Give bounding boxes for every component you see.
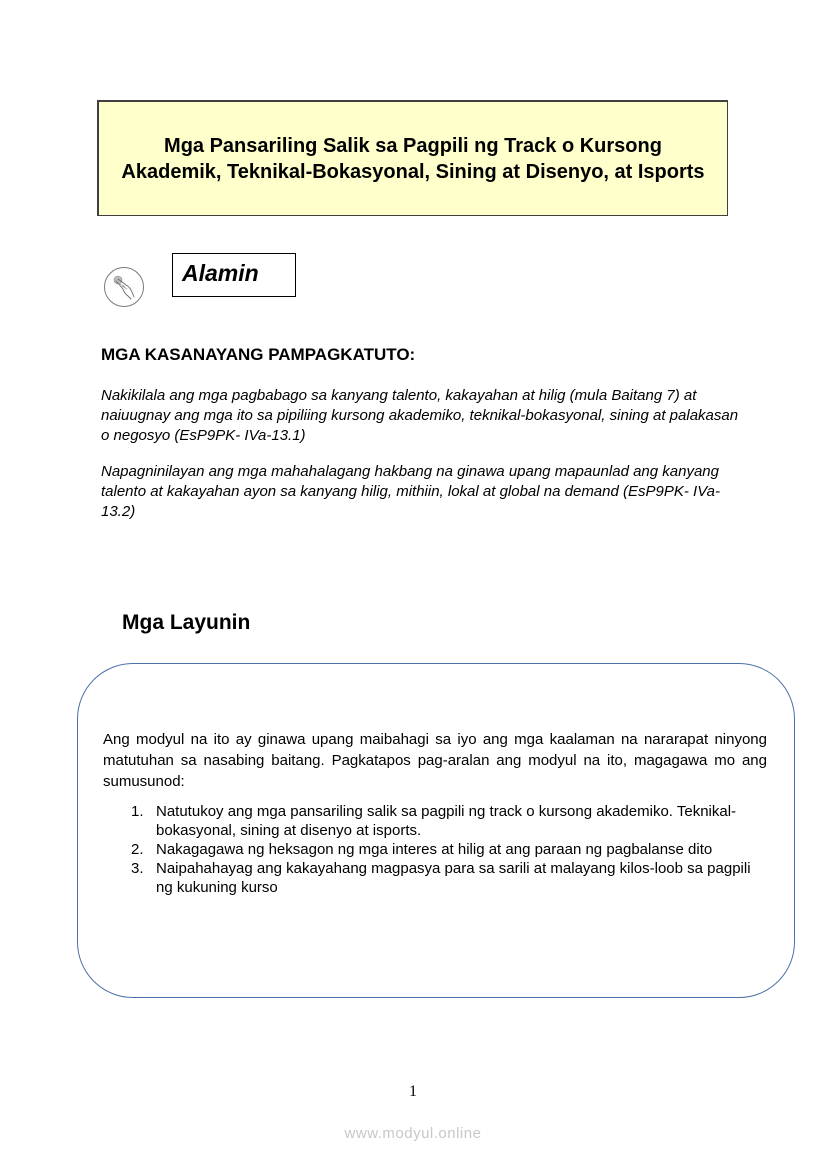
alamin-label: Alamin — [182, 260, 259, 286]
objective-text: Naipahahayag ang kakayahang magpasya para sa sarili at malayang kilos-loob sa pagpili ng kukuning kurso — [156, 860, 751, 896]
objective-number: 2. — [131, 841, 144, 858]
objective-item — [131, 859, 771, 897]
objective-number: 3. — [131, 860, 144, 877]
objective-text: Natutukoy ang mga pansariling salik sa pagpili ng track o kursong akademiko. Teknikal-bokasyonal, sining at disenyo at isports. — [156, 803, 737, 839]
competencies-heading: MGA KASANAYANG PAMPAGKATUTO: — [101, 345, 416, 364]
module-title-box — [97, 100, 728, 216]
competency-item: Nakikilala ang mga pagbabago sa kanyang talento, kakayahan at hilig (mula Baitang 7) at naiuugnay ang mga ito sa pipiliing kursong akademiko, teknikal-bokasyonal, sining at palakasan o negosyo (EsP9PK- IVa-13.1) — [101, 387, 739, 444]
objectives-intro: Ang modyul na ito ay ginawa upang maibahagi sa iyo ang mga kaalaman na nararapat ninyong matutuhan sa nasabing baitang. Pagkatapos pag-aralan ang modyul na ito, magagawa mo ang sumusunod: — [103, 731, 767, 790]
alamin-section-label — [172, 253, 296, 297]
objectives-list — [131, 802, 771, 897]
competency-item: Napagninilayan ang mga mahahalagang hakbang na ginawa upang mapaunlad ang kanyang talento at kakayahan ayon sa kanyang hilig, mithiin, lokal at global na demand (EsP9PK- IVa-13.2) — [101, 463, 720, 520]
objective-item — [131, 802, 771, 840]
page-number: 1 — [409, 1083, 417, 1100]
watermark: www.modyul.online — [344, 1125, 482, 1142]
objective-text: Nakagagawa ng heksagon ng mga interes at hilig at ang paraan ng pagbalanse dito — [156, 841, 713, 858]
objective-item — [131, 840, 771, 859]
hand-pointer-icon — [103, 266, 145, 308]
objective-number: 1. — [131, 803, 144, 820]
module-title: Mga Pansariling Salik sa Pagpili ng Track o Kursong Akademik, Teknikal-Bokasyonal, Sining at Disenyo, at Isports — [121, 134, 705, 183]
objectives-heading: Mga Layunin — [122, 611, 251, 634]
